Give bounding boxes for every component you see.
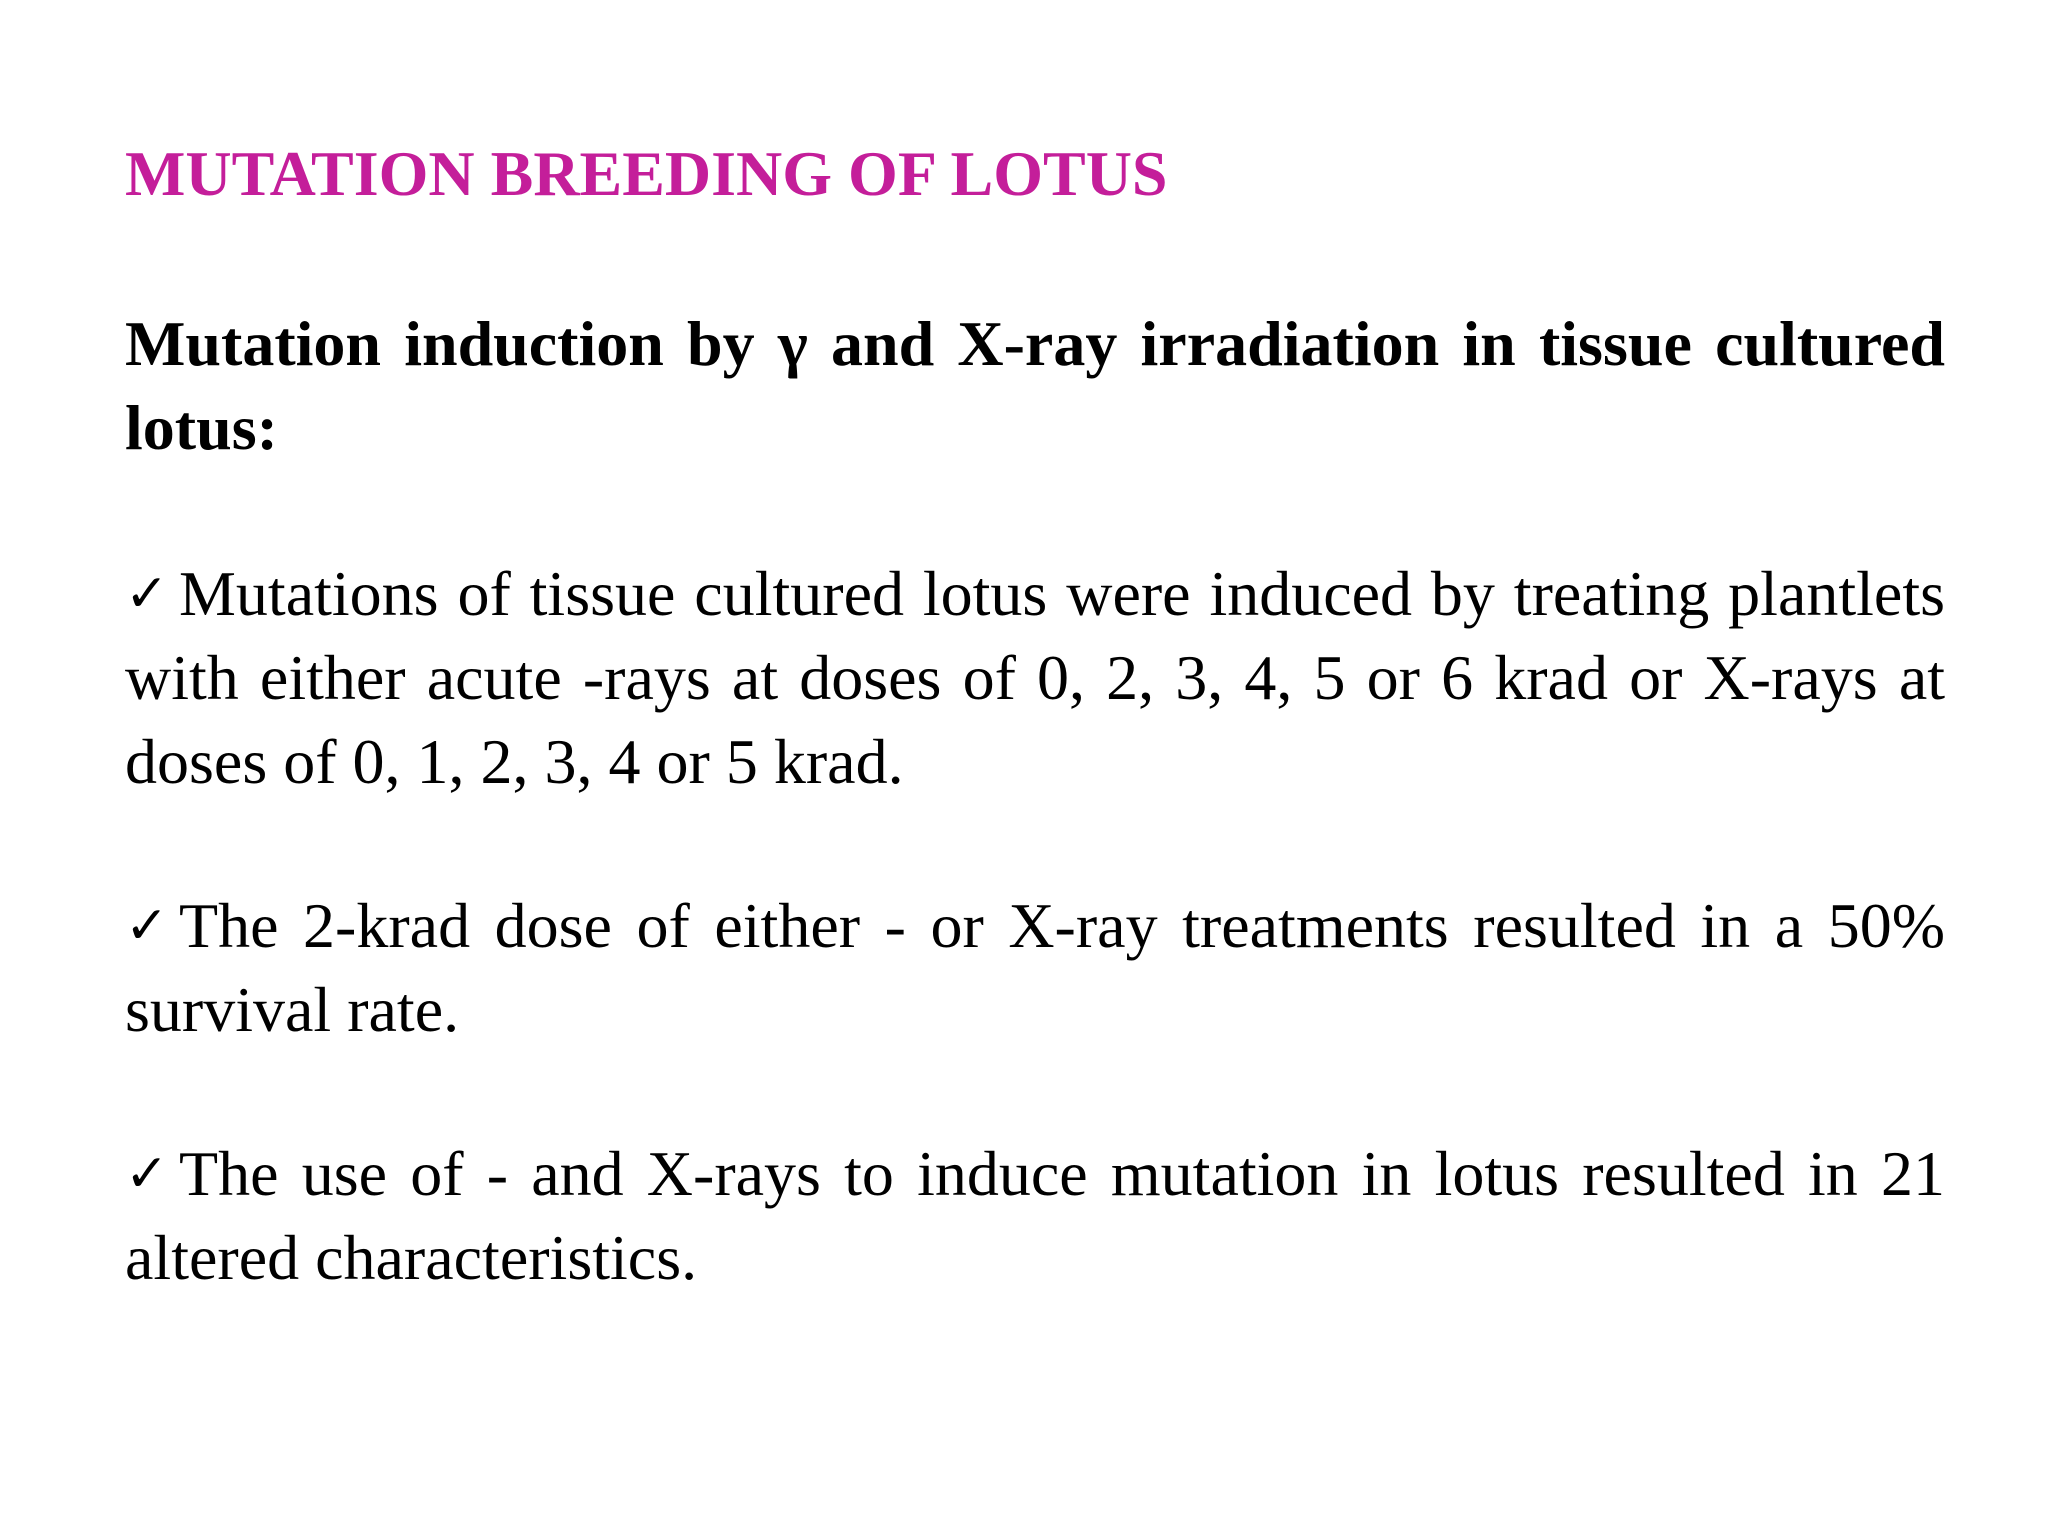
check-icon: ✓ bbox=[125, 896, 169, 956]
bullet-text-characteristics: The use of - and X-rays to induce mutation in lotus resulted in 21 altered characteristics. bbox=[125, 1138, 1945, 1293]
slide-title: MUTATION BREEDING OF LOTUS bbox=[125, 138, 1168, 209]
check-icon: ✓ bbox=[125, 564, 169, 624]
bullet-text-survival: The 2-krad dose of either - or X-ray treatments resulted in a 50% survival rate. bbox=[125, 890, 1945, 1045]
check-icon: ✓ bbox=[125, 1144, 169, 1204]
bullet-item-doses bbox=[125, 552, 1945, 804]
bullet-item-survival bbox=[125, 884, 1945, 1052]
section-heading: Mutation induction by γ and X-ray irradiation in tissue cultured lotus: bbox=[125, 308, 1945, 463]
bullet-item-characteristics bbox=[125, 1132, 1945, 1300]
bullet-text-doses: Mutations of tissue cultured lotus were induced by treating plantlets with either acute -rays at doses of 0, 2, 3, 4, 5 or 6 krad or X-rays at doses of 0, 1, 2, 3, 4 or 5 krad. bbox=[125, 558, 1945, 797]
